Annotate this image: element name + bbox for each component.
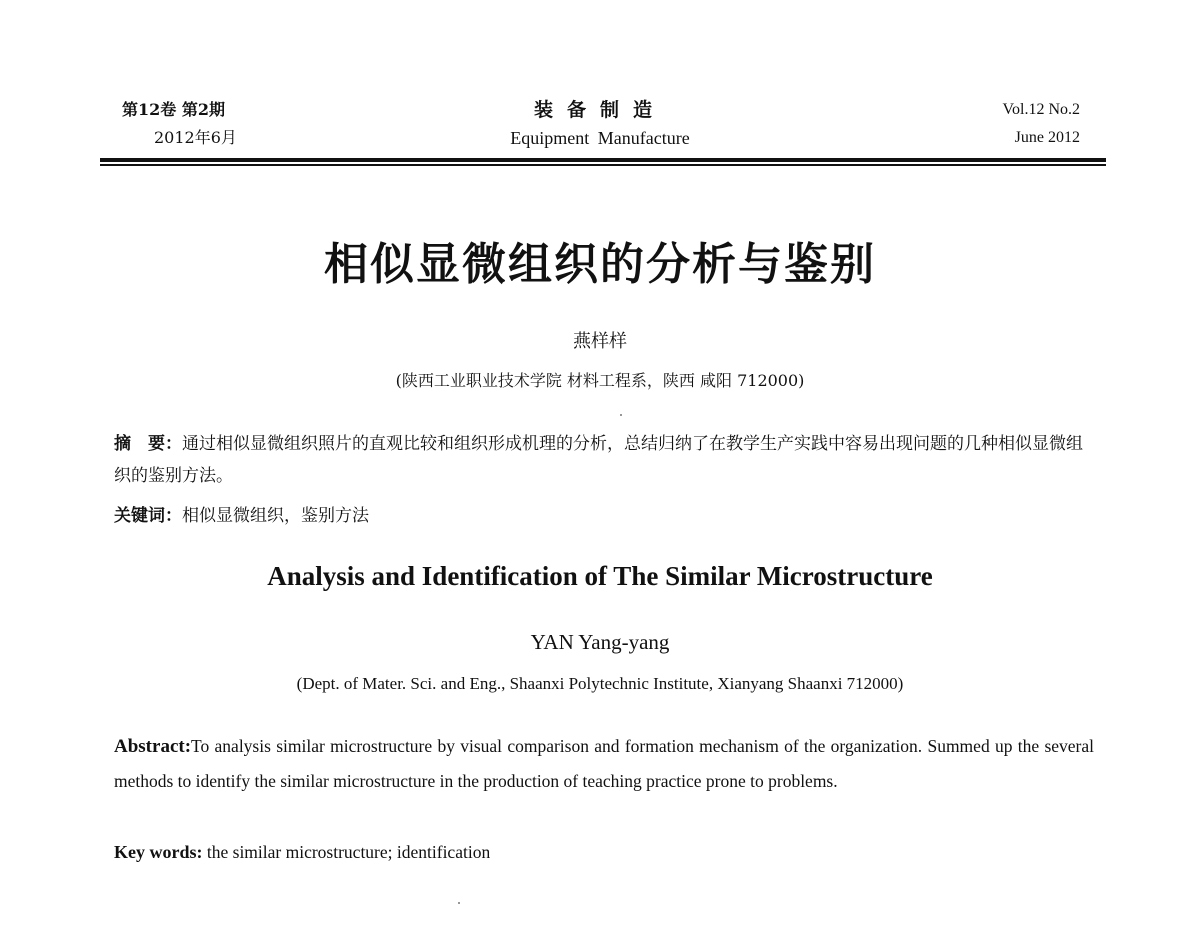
header-center xyxy=(430,96,770,152)
abstract-en xyxy=(114,729,1094,798)
author-cn: 燕样样 xyxy=(573,331,627,352)
keywords-label-en: Key words: xyxy=(114,842,203,862)
keywords-text-en: the similar microstructure; identification xyxy=(202,842,491,862)
volume-cn: 第12卷 第2期 xyxy=(122,100,225,119)
date-cn: 2012年6月 xyxy=(154,128,237,147)
author-en: YAN Yang-yang xyxy=(530,630,670,654)
abstract-label-en: Abstract: xyxy=(114,736,192,757)
keywords-text-cn: 相似显微组织，鉴别方法 xyxy=(182,506,369,526)
affiliation-en: (Dept. of Mater. Sci. and Eng., Shaanxi Polytechnic Institute, Xianyang Shaanxi 712000) xyxy=(296,674,904,693)
abstract-text-cn: 通过相似显微组织照片的直观比较和组织形成机理的分析，总结归纳了在教学生产实践中容易出现问题的几种相似显微组织的鉴别方法。 xyxy=(114,434,1083,486)
abstract-label-cn: 摘 要： xyxy=(114,434,182,454)
title-en: Analysis and Identification of The Similar Microstructure xyxy=(267,561,933,591)
date-en: June 2012 xyxy=(1014,129,1080,146)
header-right xyxy=(900,96,1080,152)
abstract-text-en: To analysis similar microstructure by visual comparison and formation mechanism of the organization. Summed up the several methods to identify the similar microstructure in the production of teaching practice prone to problems. xyxy=(114,736,1094,791)
abstract-cn xyxy=(114,428,1094,492)
affiliation-cn: (陕西工业职业技术学院 材料工程系，陕西 咸阳 712000) xyxy=(395,371,805,390)
keywords-en xyxy=(114,836,1094,868)
journal-name-en: Equipment Manufacture xyxy=(510,128,690,148)
scan-speck xyxy=(620,414,622,416)
keywords-cn xyxy=(114,502,1094,530)
keywords-label-cn: 关键词： xyxy=(114,506,182,526)
journal-name-cn: 装备制造 xyxy=(533,99,666,121)
scan-speck xyxy=(458,902,460,904)
header-rule-thick xyxy=(100,158,1106,162)
header-rule-thin xyxy=(100,164,1106,166)
header-left xyxy=(122,96,302,152)
title-cn: 相似显微组织的分析与鉴别 xyxy=(324,239,876,290)
volume-en: Vol.12 No.2 xyxy=(1002,101,1080,118)
